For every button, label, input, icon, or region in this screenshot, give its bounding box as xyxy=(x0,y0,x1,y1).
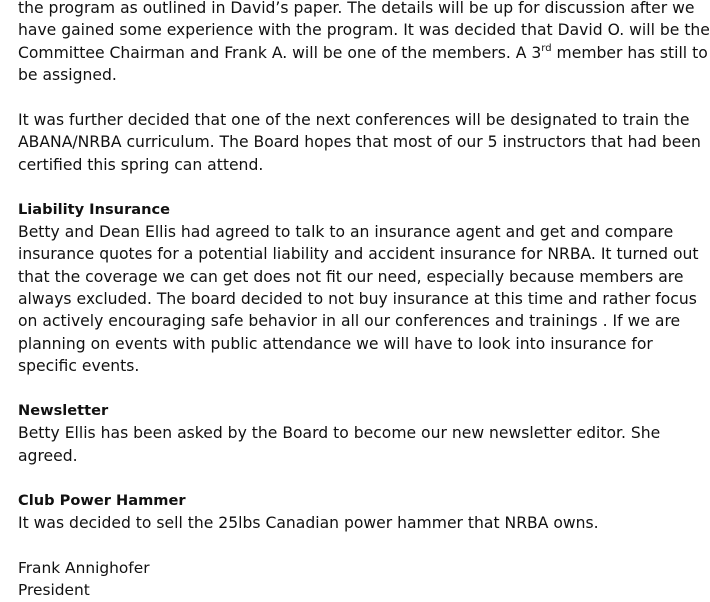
liability-section xyxy=(18,199,699,378)
text-line: have gained some experience with the program. It was decided that David O. will be the xyxy=(18,21,710,40)
text-line: that the coverage we can get does not fit our need, especially because members are xyxy=(18,267,684,286)
text-line: the program as outlined in David’s paper. The details will be up for discussion after we xyxy=(18,0,695,17)
text-line: certified this spring can attend. xyxy=(18,155,264,174)
newsletter-section xyxy=(18,400,686,467)
power-hammer-section xyxy=(18,490,686,535)
text-line: ABANA/NRBA curriculum. The Board hopes that most of our 5 instructors that had been xyxy=(18,133,701,152)
paragraph-gap xyxy=(18,176,686,198)
section-heading: Liability Insurance xyxy=(18,200,171,218)
section-heading: Newsletter xyxy=(18,402,109,420)
text-segment: Committee Chairman and Frank A. will be one of the members. A 3 xyxy=(18,43,542,62)
ordinal-superscript: rd xyxy=(541,42,552,54)
text-line: Betty and Dean Ellis had agreed to talk to an insurance agent and get and compare xyxy=(18,222,674,241)
text-line: planning on events with public attendance we will have to look into insurance for xyxy=(18,334,653,353)
section-heading: Club Power Hammer xyxy=(18,491,186,509)
text-line: Betty Ellis has been asked by the Board to become our new newsletter editor. She xyxy=(18,424,661,443)
paragraph-gap xyxy=(18,467,686,489)
text-line: It was further decided that one of the next conferences will be designated to train the xyxy=(18,110,690,129)
paragraph-gap xyxy=(18,378,686,400)
text-line: specific events. xyxy=(18,357,140,376)
text-segment: member has still to xyxy=(551,43,708,62)
text-line: insurance quotes for a potential liability and accident insurance for NRBA. It turned out xyxy=(18,245,699,264)
text-line: agreed. xyxy=(18,446,78,465)
paragraph-gap xyxy=(18,87,686,109)
signer-name: Frank Annighofer xyxy=(18,558,150,577)
text-line: It was decided to sell the 25lbs Canadian power hammer that NRBA owns. xyxy=(18,513,599,532)
signature-block xyxy=(18,557,686,602)
text-line: be assigned. xyxy=(18,66,117,85)
text-line xyxy=(18,42,708,64)
text-line: on actively encouraging safe behavior in all our conferences and trainings . If we are xyxy=(18,312,681,331)
document-body xyxy=(18,0,710,602)
intro-paragraph xyxy=(18,0,710,87)
conferences-paragraph xyxy=(18,109,701,176)
signer-title: President xyxy=(18,581,90,600)
paragraph-gap xyxy=(18,534,686,556)
text-line: always excluded. The board decided to not buy insurance at this time and rather focus xyxy=(18,290,697,309)
